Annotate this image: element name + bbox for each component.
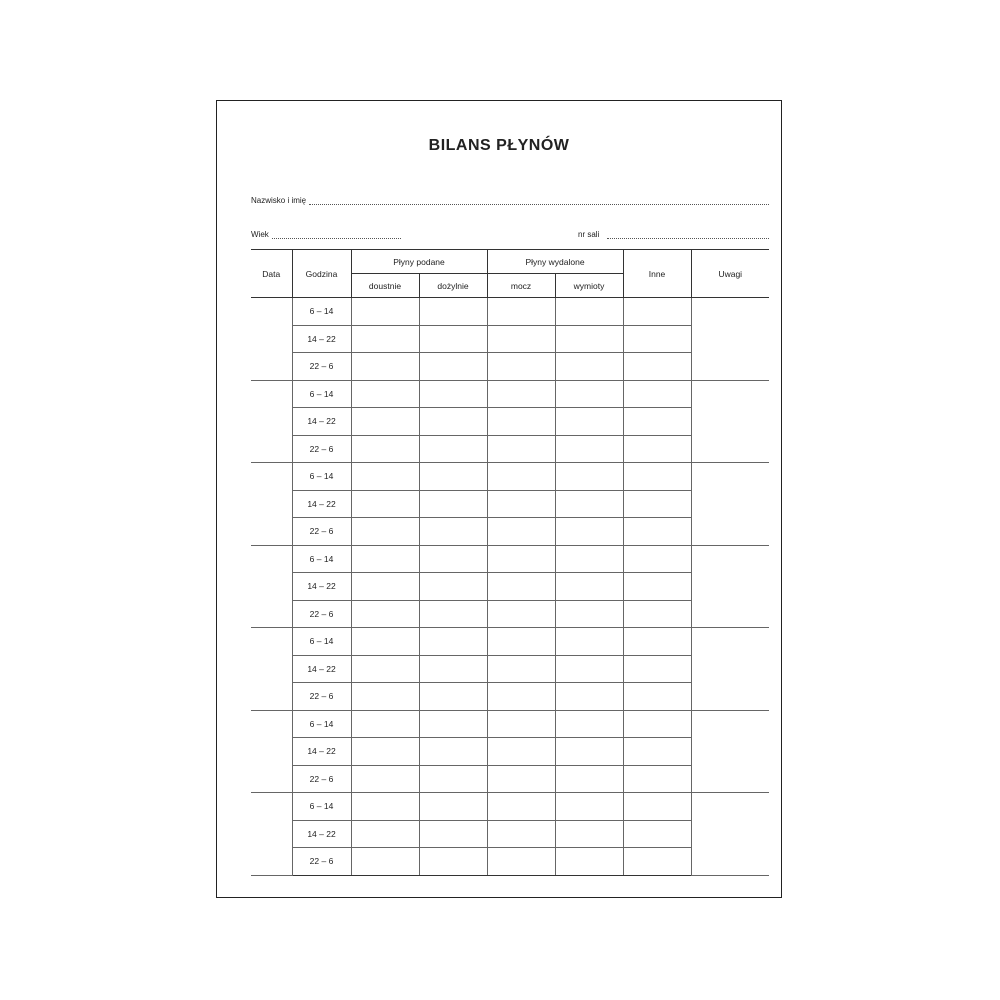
urine-cell[interactable] (487, 518, 555, 546)
urine-cell[interactable] (487, 710, 555, 738)
iv-cell[interactable] (419, 738, 487, 766)
shift-cell: 14 – 22 (292, 573, 351, 601)
vomit-cell[interactable] (555, 738, 623, 766)
oral-cell[interactable] (351, 848, 419, 876)
iv-cell[interactable] (419, 518, 487, 546)
shift-cell: 6 – 14 (292, 793, 351, 821)
date-cell[interactable] (251, 298, 292, 381)
iv-cell[interactable] (419, 490, 487, 518)
urine-cell[interactable] (487, 490, 555, 518)
vomit-cell[interactable] (555, 710, 623, 738)
oral-cell[interactable] (351, 353, 419, 381)
notes-cell[interactable] (691, 793, 769, 876)
shift-cell: 14 – 22 (292, 820, 351, 848)
urine-cell[interactable] (487, 765, 555, 793)
shift-cell: 22 – 6 (292, 848, 351, 876)
vomit-cell[interactable] (555, 683, 623, 711)
table-row (251, 380, 769, 408)
shift-cell: 22 – 6 (292, 353, 351, 381)
vomit-cell[interactable] (555, 765, 623, 793)
urine-cell[interactable] (487, 380, 555, 408)
table-row (251, 793, 769, 821)
iv-cell[interactable] (419, 298, 487, 326)
notes-cell[interactable] (691, 298, 769, 381)
oral-cell[interactable] (351, 298, 419, 326)
other-cell[interactable] (623, 655, 691, 683)
vomit-cell[interactable] (555, 490, 623, 518)
other-cell[interactable] (623, 848, 691, 876)
header-hour: Godzina (292, 250, 351, 298)
iv-cell[interactable] (419, 683, 487, 711)
oral-cell[interactable] (351, 820, 419, 848)
urine-cell[interactable] (487, 820, 555, 848)
iv-cell[interactable] (419, 408, 487, 436)
table-row (251, 710, 769, 738)
date-cell[interactable] (251, 793, 292, 876)
header-fluids-given: Płyny podane (351, 250, 487, 274)
header-urine: mocz (487, 274, 555, 298)
date-cell[interactable] (251, 628, 292, 711)
vomit-cell[interactable] (555, 518, 623, 546)
iv-cell[interactable] (419, 820, 487, 848)
date-cell[interactable] (251, 710, 292, 793)
table-row (251, 545, 769, 573)
table-body (251, 298, 769, 876)
header-other: Inne (623, 250, 691, 298)
vomit-cell[interactable] (555, 655, 623, 683)
urine-cell[interactable] (487, 463, 555, 491)
oral-cell[interactable] (351, 628, 419, 656)
other-cell[interactable] (623, 380, 691, 408)
other-cell[interactable] (623, 738, 691, 766)
vomit-cell[interactable] (555, 628, 623, 656)
iv-cell[interactable] (419, 600, 487, 628)
iv-cell[interactable] (419, 353, 487, 381)
urine-cell[interactable] (487, 545, 555, 573)
shift-cell: 14 – 22 (292, 655, 351, 683)
other-cell[interactable] (623, 408, 691, 436)
shift-cell: 6 – 14 (292, 463, 351, 491)
room-input-line[interactable] (607, 231, 769, 239)
oral-cell[interactable] (351, 600, 419, 628)
other-cell[interactable] (623, 353, 691, 381)
notes-cell[interactable] (691, 545, 769, 628)
header-vomit: wymioty (555, 274, 623, 298)
shift-cell: 14 – 22 (292, 738, 351, 766)
oral-cell[interactable] (351, 490, 419, 518)
oral-cell[interactable] (351, 573, 419, 601)
oral-cell[interactable] (351, 793, 419, 821)
oral-cell[interactable] (351, 765, 419, 793)
iv-cell[interactable] (419, 325, 487, 353)
shift-cell: 6 – 14 (292, 380, 351, 408)
other-cell[interactable] (623, 765, 691, 793)
other-cell[interactable] (623, 573, 691, 601)
table-row (251, 628, 769, 656)
urine-cell[interactable] (487, 683, 555, 711)
notes-cell[interactable] (691, 463, 769, 546)
shift-cell: 22 – 6 (292, 683, 351, 711)
vomit-cell[interactable] (555, 380, 623, 408)
notes-cell[interactable] (691, 380, 769, 463)
iv-cell[interactable] (419, 380, 487, 408)
urine-cell[interactable] (487, 628, 555, 656)
other-cell[interactable] (623, 710, 691, 738)
oral-cell[interactable] (351, 518, 419, 546)
vomit-cell[interactable] (555, 325, 623, 353)
shift-cell: 22 – 6 (292, 435, 351, 463)
shift-cell: 14 – 22 (292, 490, 351, 518)
iv-cell[interactable] (419, 545, 487, 573)
age-field (251, 230, 401, 239)
shift-cell: 22 – 6 (292, 765, 351, 793)
iv-cell[interactable] (419, 628, 487, 656)
iv-cell[interactable] (419, 848, 487, 876)
urine-cell[interactable] (487, 655, 555, 683)
urine-cell[interactable] (487, 600, 555, 628)
urine-cell[interactable] (487, 793, 555, 821)
shift-cell: 14 – 22 (292, 325, 351, 353)
shift-cell: 14 – 22 (292, 408, 351, 436)
header-date: Data (251, 250, 292, 298)
oral-cell[interactable] (351, 380, 419, 408)
oral-cell[interactable] (351, 325, 419, 353)
header-fluids-excreted: Płyny wydalone (487, 250, 623, 274)
vomit-cell[interactable] (555, 353, 623, 381)
header-iv: dożylnie (419, 274, 487, 298)
vomit-cell[interactable] (555, 848, 623, 876)
oral-cell[interactable] (351, 710, 419, 738)
table-row (251, 298, 769, 326)
header-notes: Uwagi (691, 250, 769, 298)
date-cell[interactable] (251, 463, 292, 546)
age-label: Wiek (251, 230, 269, 239)
urine-cell[interactable] (487, 738, 555, 766)
shift-cell: 22 – 6 (292, 518, 351, 546)
oral-cell[interactable] (351, 408, 419, 436)
vomit-cell[interactable] (555, 463, 623, 491)
shift-cell: 6 – 14 (292, 710, 351, 738)
iv-cell[interactable] (419, 573, 487, 601)
oral-cell[interactable] (351, 463, 419, 491)
notes-cell[interactable] (691, 710, 769, 793)
other-cell[interactable] (623, 435, 691, 463)
urine-cell[interactable] (487, 573, 555, 601)
urine-cell[interactable] (487, 325, 555, 353)
oral-cell[interactable] (351, 683, 419, 711)
fluid-balance-table (251, 249, 769, 876)
room-field (578, 230, 769, 239)
iv-cell[interactable] (419, 655, 487, 683)
notes-cell[interactable] (691, 628, 769, 711)
iv-cell[interactable] (419, 765, 487, 793)
form-title: BILANS PŁYNÓW (428, 137, 570, 154)
shift-cell: 22 – 6 (292, 600, 351, 628)
table-row (251, 463, 769, 491)
oral-cell[interactable] (351, 435, 419, 463)
age-input-line[interactable] (272, 231, 401, 239)
name-field (251, 196, 769, 205)
other-cell[interactable] (623, 683, 691, 711)
vomit-cell[interactable] (555, 545, 623, 573)
iv-cell[interactable] (419, 463, 487, 491)
shift-cell: 6 – 14 (292, 545, 351, 573)
oral-cell[interactable] (351, 545, 419, 573)
iv-cell[interactable] (419, 435, 487, 463)
name-label: Nazwisko i imię (251, 196, 307, 205)
urine-cell[interactable] (487, 848, 555, 876)
other-cell[interactable] (623, 298, 691, 326)
vomit-cell[interactable] (555, 408, 623, 436)
other-cell[interactable] (623, 600, 691, 628)
name-input-line[interactable] (309, 197, 769, 205)
iv-cell[interactable] (419, 710, 487, 738)
urine-cell[interactable] (487, 435, 555, 463)
iv-cell[interactable] (419, 793, 487, 821)
urine-cell[interactable] (487, 408, 555, 436)
vomit-cell[interactable] (555, 820, 623, 848)
vomit-cell[interactable] (555, 298, 623, 326)
vomit-cell[interactable] (555, 793, 623, 821)
vomit-cell[interactable] (555, 600, 623, 628)
date-cell[interactable] (251, 380, 292, 463)
header-oral: doustnie (351, 274, 419, 298)
urine-cell[interactable] (487, 353, 555, 381)
vomit-cell[interactable] (555, 573, 623, 601)
other-cell[interactable] (623, 463, 691, 491)
form-sheet (216, 100, 782, 898)
oral-cell[interactable] (351, 738, 419, 766)
oral-cell[interactable] (351, 655, 419, 683)
other-cell[interactable] (623, 545, 691, 573)
date-cell[interactable] (251, 545, 292, 628)
other-cell[interactable] (623, 325, 691, 353)
other-cell[interactable] (623, 518, 691, 546)
other-cell[interactable] (623, 628, 691, 656)
other-cell[interactable] (623, 793, 691, 821)
other-cell[interactable] (623, 490, 691, 518)
room-label: nr sali (578, 230, 600, 239)
vomit-cell[interactable] (555, 435, 623, 463)
shift-cell: 6 – 14 (292, 628, 351, 656)
other-cell[interactable] (623, 820, 691, 848)
shift-cell: 6 – 14 (292, 298, 351, 326)
urine-cell[interactable] (487, 298, 555, 326)
